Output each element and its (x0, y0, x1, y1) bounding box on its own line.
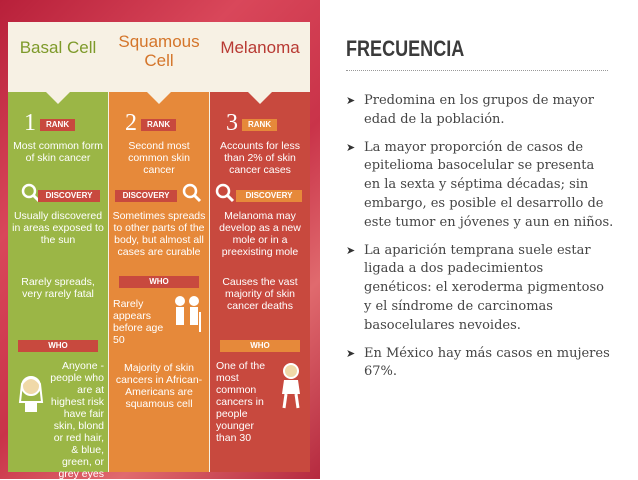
rank-number: 3 (226, 110, 238, 136)
title-divider (346, 70, 608, 71)
who-text: Anyone - people who are at highest risk have fair skin, blond or red hair, & blue, green, or grey eyes (50, 360, 104, 480)
bullet-text: La mayor proporción de casos de epitelioma basocelular se presenta en la sexta y séptima décadas; sin embargo, es posible el desarrollo de este tumor en jóvenes y aun en niños. (364, 139, 614, 230)
discovery-label: DISCOVERY (236, 190, 302, 202)
who-text: One of the most common cancers in people younger than 30 (216, 360, 266, 444)
discovery-label: DISCOVERY (38, 190, 100, 202)
rank-label: RANK (242, 119, 277, 131)
bullet-text: Predomina en los grupos de mayor edad de la población. (364, 93, 595, 127)
who-label: WHO (119, 276, 199, 288)
rank-text: Accounts for less than 2% of skin cancer cases (220, 140, 300, 176)
age-text: Rarely appears before age 50 (113, 298, 164, 346)
magnifier-icon (214, 182, 236, 204)
column-header (210, 22, 310, 92)
list-item (346, 139, 614, 233)
rank-text: Most common form of skin cancer (13, 140, 103, 164)
header-notch (46, 92, 70, 104)
header-notch (248, 92, 272, 104)
young-person-icon (276, 362, 306, 410)
rank-label: RANK (40, 119, 75, 131)
rank-badge (216, 110, 304, 136)
header-text: Melanoma (220, 38, 300, 57)
deaths-text: Causes the vast majority of skin cancer deaths (222, 276, 298, 312)
list-item (346, 242, 614, 336)
bullet-text: En México hay más casos en mujeres 67%. (364, 345, 610, 380)
rank-number: 1 (24, 110, 36, 136)
who-label: WHO (18, 340, 98, 352)
header-notch (147, 92, 171, 104)
who-text: Majority of skin cancers in African-Americans are squamous cell (115, 362, 203, 410)
arrow-right-icon: ➤ (346, 140, 356, 154)
bullet-text: La aparición temprana suele estar ligada a dos padecimientos genéticos: el xeroderma pigmentoso y el síndrome de carcinomas basocelulares nevoides. (364, 242, 604, 333)
spread-text: Rarely spreads, very rarely fatal (21, 276, 95, 300)
bullet-list (346, 92, 614, 391)
column-header (8, 22, 108, 92)
column-melanoma (210, 22, 310, 472)
elderly-couple-icon (171, 294, 203, 334)
magnifier-icon (181, 182, 203, 204)
rank-badge (115, 110, 203, 136)
column-basal-cell (8, 22, 108, 480)
list-item (346, 92, 614, 130)
column-squamous-cell (109, 22, 209, 472)
who-label: WHO (220, 340, 300, 352)
header-text: Squamous Cell (118, 32, 200, 70)
slide-title: FRECUENCIA (346, 36, 465, 61)
arrow-right-icon: ➤ (346, 243, 356, 257)
arrow-right-icon: ➤ (346, 94, 356, 107)
discovery-text: Sometimes spreads to other parts of the body, but almost all cases are curable (112, 210, 206, 258)
discovery-text: Usually discovered in areas exposed to the sun (12, 210, 104, 246)
rank-text: Second most common skin cancer (128, 140, 190, 176)
discovery-text: Melanoma may develop as a new mole or in a preexisting mole (219, 210, 301, 258)
person-icon (16, 374, 46, 414)
list-item (346, 345, 614, 383)
rank-number: 2 (125, 110, 137, 136)
arrow-right-icon: ➤ (346, 346, 356, 360)
rank-label: RANK (141, 119, 176, 131)
column-header (109, 22, 209, 92)
header-text: Basal Cell (19, 38, 97, 57)
rank-badge (14, 110, 102, 136)
discovery-label: DISCOVERY (115, 190, 177, 202)
skin-cancer-infographic (8, 22, 310, 480)
